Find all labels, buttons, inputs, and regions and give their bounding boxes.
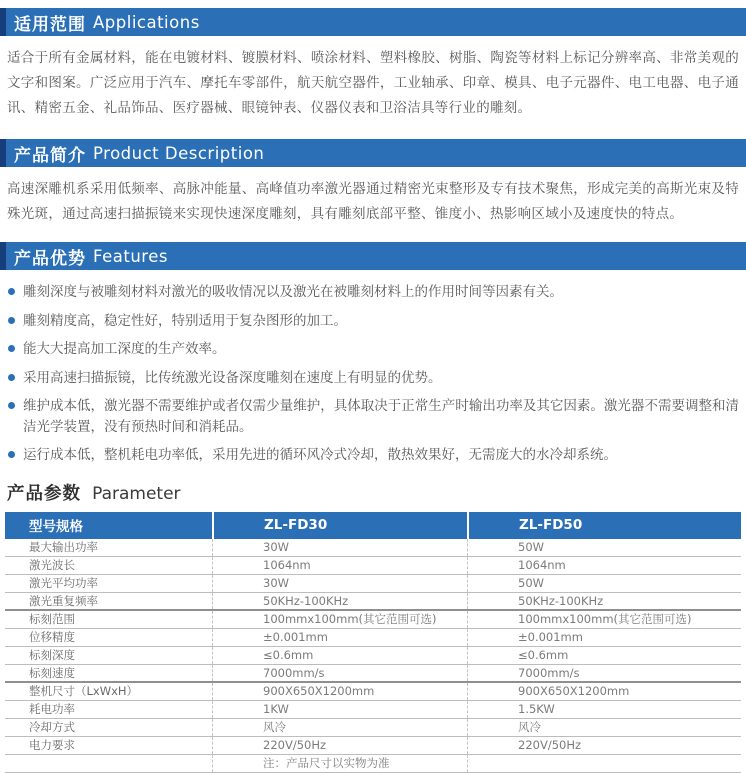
table-note: 注：产品尺寸以实物为准 xyxy=(212,755,467,772)
row-value-fd50: 50W xyxy=(467,575,741,592)
table-row xyxy=(5,575,741,593)
parameter-title-zh: 产品参数 xyxy=(7,483,81,504)
section-features xyxy=(0,242,746,466)
parameter-title xyxy=(7,480,746,505)
row-value-fd50: 1.5KW xyxy=(467,701,741,718)
row-value-fd50: 220V/50Hz xyxy=(467,737,741,754)
row-value-fd30: 7000mm/s xyxy=(212,665,467,681)
feature-text: 维护成本低，激光器不需要维护或者仅需少量维护，具体取决于正常生产时输出功率及其它因素。激光器不需要调整和清洁光学装置，没有预热时间和消耗品。 xyxy=(23,398,739,435)
row-label: 最大输出功率 xyxy=(29,540,98,554)
section-parameter xyxy=(0,480,746,773)
row-value-fd30: 1064nm xyxy=(212,557,467,574)
row-value-fd50: 50W xyxy=(467,539,741,556)
header-zl-fd30: ZL-FD30 xyxy=(212,512,467,539)
row-label: 位移精度 xyxy=(29,630,75,644)
row-label: 标刻速度 xyxy=(29,665,75,680)
table-row xyxy=(5,611,741,629)
row-value-fd30: 900X650X1200mm xyxy=(212,683,467,700)
feature-item xyxy=(8,339,739,360)
row-value-fd50: ±0.001mm xyxy=(467,629,741,646)
table-row xyxy=(5,701,741,719)
feature-text: 雕刻精度高，稳定性好，特别适用于复杂图形的加工。 xyxy=(23,312,347,329)
section-applications xyxy=(0,8,746,121)
row-value-fd30: 30W xyxy=(212,539,467,556)
row-value-fd50: 风冷 xyxy=(467,719,741,736)
bullet-dot-icon xyxy=(8,317,15,324)
table-note-row xyxy=(5,755,741,773)
table-row xyxy=(5,629,741,647)
row-value-fd30: 30W xyxy=(212,575,467,592)
row-label xyxy=(5,755,212,772)
row-label: 标刻范围 xyxy=(29,612,75,626)
table-row xyxy=(5,539,741,557)
features-list xyxy=(8,282,739,466)
row-value-fd50: 900X650X1200mm xyxy=(467,683,741,700)
feature-text: 雕刻深度与被雕刻材料对激光的吸收情况以及激光在被雕刻材料上的作用时间等因素有关。 xyxy=(23,284,563,300)
row-label: 耗电功率 xyxy=(29,702,75,716)
parameter-title-en: Parameter xyxy=(92,483,181,504)
row-value-fd30: 50KHz-100KHz xyxy=(212,593,467,609)
description-title-zh: 产品简介 xyxy=(14,145,86,166)
header-zl-fd50: ZL-FD50 xyxy=(467,512,741,539)
table-row xyxy=(5,557,741,575)
row-value-fd30: 100mmx100mm(其它范围可选) xyxy=(212,611,467,628)
row-label: 激光重复频率 xyxy=(29,593,98,608)
row-label: 冷却方式 xyxy=(29,720,75,734)
row-value-fd50: 1064nm xyxy=(467,557,741,574)
table-row xyxy=(5,719,741,737)
feature-item xyxy=(8,368,739,389)
row-label: 电力要求 xyxy=(29,738,75,752)
row-value-fd50: 7000mm/s xyxy=(467,665,741,681)
row-value-fd50: ≤0.6mm xyxy=(467,647,741,664)
row-value-fd30: 1KW xyxy=(212,701,467,718)
features-title-zh: 产品优势 xyxy=(14,248,86,269)
row-value-fd30: ±0.001mm xyxy=(212,629,467,646)
table-row xyxy=(5,593,741,611)
row-label: 标刻深度 xyxy=(29,648,75,662)
feature-text: 采用高速扫描振镜，比传统激光设备深度雕刻在速度上有明显的优势。 xyxy=(23,369,442,386)
applications-title-zh: 适用范围 xyxy=(14,14,86,35)
row-value-fd30: 风冷 xyxy=(212,719,467,736)
feature-item xyxy=(8,396,739,437)
bullet-dot-icon xyxy=(8,345,15,352)
table-row xyxy=(5,647,741,665)
applications-header-bar xyxy=(0,8,746,36)
row-label: 整机尺寸（LxWxH） xyxy=(29,684,139,698)
parameter-table xyxy=(5,512,741,773)
product-spec-page xyxy=(0,8,746,773)
header-model-spec: 型号规格 xyxy=(29,519,83,535)
feature-item xyxy=(8,311,739,332)
description-header-bar xyxy=(0,139,746,167)
row-label: 激光平均功率 xyxy=(29,576,98,590)
row-value-fd50: 100mmx100mm(其它范围可选) xyxy=(467,611,741,628)
feature-item xyxy=(8,445,739,466)
feature-item xyxy=(8,282,739,303)
row-value-fd30: 220V/50Hz xyxy=(212,737,467,754)
bullet-dot-icon xyxy=(8,451,15,458)
bullet-dot-icon xyxy=(8,374,15,381)
description-title-en: Product Description xyxy=(93,143,265,163)
parameter-table-header xyxy=(5,512,741,539)
applications-paragraph: 适合于所有金属材料，能在电镀材料、镀膜材料、喷涂材料、塑料橡胶、树脂、陶瓷等材料上标记分辨率高、非常美观的文字和图案。广泛应用于汽车、摩托车零部件，航天航空器件，工业轴承、印章、模具、电子元器件、电工电器、电子通讯、精密五金、礼品饰品、医疗器械、眼镜钟表、仪器仪表和卫浴洁具等行业的雕刻。 xyxy=(7,50,739,116)
feature-text: 能大大提高加工深度的生产效率。 xyxy=(23,341,226,357)
feature-text: 运行成本低，整机耗电功率低，采用先进的循环风冷式冷却，散热效果好，无需庞大的水冷却系统。 xyxy=(23,447,617,463)
bullet-dot-icon xyxy=(8,402,15,409)
row-value-fd50: 50KHz-100KHz xyxy=(467,593,741,609)
applications-title-en: Applications xyxy=(93,12,200,32)
description-paragraph: 高速深雕机系采用低频率、高脉冲能量、高峰值功率激光器通过精密光束整形及专有技术聚焦，形成完美的高斯光束及特殊光斑，通过高速扫描振镜来实现快速深度雕刻，具有雕刻底部平整、锥度小、热影响区域小及速度快的特点。 xyxy=(7,181,739,222)
bullet-dot-icon xyxy=(8,288,15,295)
section-description xyxy=(0,139,746,227)
table-row xyxy=(5,737,741,755)
row-value-fd50 xyxy=(467,755,741,772)
row-label: 激光波长 xyxy=(29,558,75,572)
features-header-bar xyxy=(0,242,746,270)
row-value-fd30: ≤0.6mm xyxy=(212,647,467,664)
features-title-en: Features xyxy=(93,246,168,266)
table-row xyxy=(5,683,741,701)
table-row xyxy=(5,665,741,683)
